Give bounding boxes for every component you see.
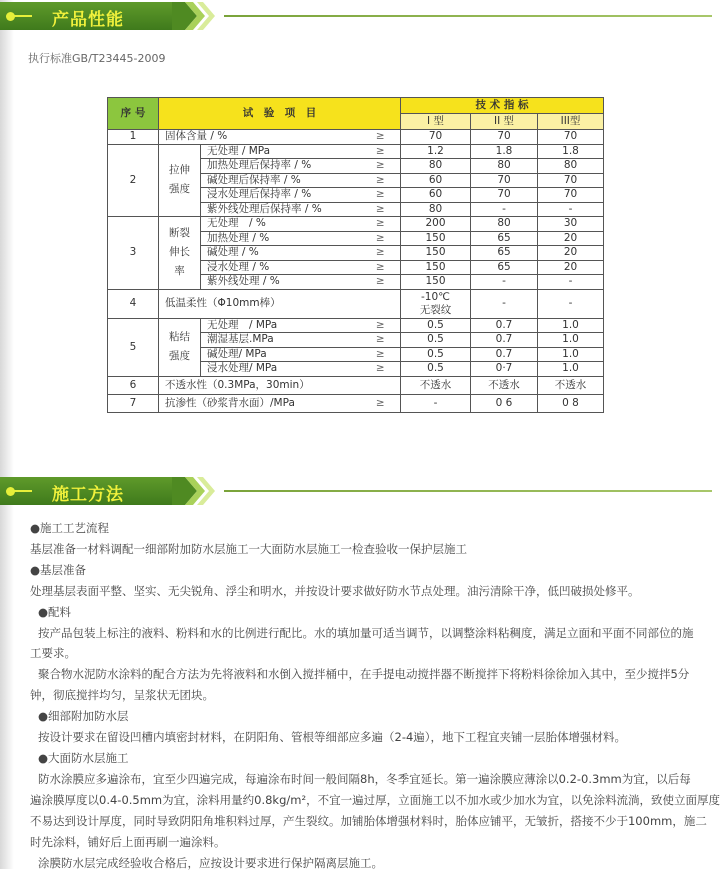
value-cell: 70	[471, 188, 538, 203]
value-cell: 不透水	[401, 376, 471, 394]
paragraph-line: 遍涂膜厚度以0.4-0.5mm为宜，涂料用量约0.8kg/m²，不宜一遍过厚，立面施工以不加水或少加水为宜，以免涂料流淌，致使立面厚度	[30, 790, 720, 811]
value-cell: 70	[538, 130, 604, 145]
paragraph-line: 按设计要求在留设凹槽内填密封材料，在阴阳角、管根等细部应多遍（2-4遍），地下工程宜夹铺一层胎体增强材料。	[30, 727, 720, 748]
value-cell: 60	[401, 173, 471, 188]
value-cell: -	[471, 202, 538, 217]
paragraph-line: 不易达到设计厚度，同时导致阴阳角堆积料过厚，产生裂纹。加铺胎体增强材料时，胎体应铺平，无皱折，搭接不少于100mm，施二	[30, 811, 720, 832]
value-cell: 0 6	[471, 394, 538, 412]
spec-table	[107, 97, 604, 413]
value-cell: 80	[401, 202, 471, 217]
value-cell: -	[538, 289, 604, 318]
item-cell: 无处理 / MPa	[201, 318, 361, 333]
item-cell: 低温柔性（Φ10mm棒）	[159, 289, 361, 318]
header-type-3: III型	[538, 114, 604, 130]
ge-cell: ≥	[361, 130, 401, 145]
item-cell: 浸水处理后保持率 / %	[201, 188, 361, 203]
seq-cell: 2	[108, 144, 159, 217]
value-cell: -	[538, 275, 604, 290]
value-cell: 0.5	[401, 362, 471, 377]
section-title: 产品性能	[52, 5, 124, 30]
value-cell: 65	[471, 260, 538, 275]
group-cell: 断裂 伸长 率	[159, 217, 201, 290]
item-cell: 加热处理 / %	[201, 231, 361, 246]
value-cell: 0 8	[538, 394, 604, 412]
header-type-1: I 型	[401, 114, 471, 130]
value-cell: 1.0	[538, 333, 604, 348]
standard-text: 执行标准GB/T23445-2009	[28, 50, 165, 66]
value-cell: 70	[471, 173, 538, 188]
value-cell: -	[471, 275, 538, 290]
value-cell: 0·7	[471, 362, 538, 377]
item-cell: 碱处理 / %	[201, 246, 361, 261]
scan-edge-shadow	[0, 0, 14, 869]
seq-cell: 4	[108, 289, 159, 318]
ge-cell: ≥	[361, 246, 401, 261]
value-cell: 1.2	[401, 144, 471, 159]
value-cell: 0.7	[471, 347, 538, 362]
item-cell: 碱处理后保持率 / %	[201, 173, 361, 188]
value-cell: 0.5	[401, 347, 471, 362]
paragraph-line: 聚合物水泥防水涂料的配合方法为先将液料和水倒入搅拌桶中，在手提电动搅拌器不断搅拌下将粉料徐徐加入其中，至少搅拌5分	[30, 664, 720, 685]
ge-cell: ≥	[361, 394, 401, 412]
paragraph-line: 钟，彻底搅拌均匀，呈浆状无团块。	[30, 685, 720, 706]
ge-cell: ≥	[361, 231, 401, 246]
value-cell: 1.0	[538, 347, 604, 362]
item-cell: 固体含量 / %	[159, 130, 361, 145]
value-cell: 60	[401, 188, 471, 203]
banner-rule	[224, 15, 712, 17]
ge-cell: ≥	[361, 318, 401, 333]
header-item: 试 验 项 目	[159, 98, 401, 130]
value-cell: 80	[471, 159, 538, 174]
section-banner-performance	[0, 2, 720, 30]
value-cell: 80	[538, 159, 604, 174]
value-cell: 65	[471, 231, 538, 246]
item-cell: 加热处理后保持率 / %	[201, 159, 361, 174]
item-cell: 不透水性（0.3MPa，30min）	[159, 376, 361, 394]
paragraph-line: 防水涂膜应多遍涂布，宜至少四遍完成，每遍涂布时间一般间隔8h，冬季宜延长。第一遍涂膜应薄涂以0.2-0.3mm为宜，以后每	[30, 769, 720, 790]
value-cell: 不透水	[471, 376, 538, 394]
value-cell: 0.5	[401, 318, 471, 333]
item-cell: 浸水处理/ MPa	[201, 362, 361, 377]
banner-dash	[14, 490, 32, 492]
item-cell: 潮湿基层.MPa	[201, 333, 361, 348]
paragraph-line: 工要求。	[30, 643, 720, 664]
chevron-double-icon	[165, 477, 225, 505]
value-cell: 70	[401, 130, 471, 145]
table-row	[108, 217, 604, 232]
seq-cell: 7	[108, 394, 159, 412]
section-title: 施工方法	[52, 480, 124, 505]
value-cell: 0.7	[471, 318, 538, 333]
subheading: ●细部附加防水层	[30, 706, 720, 727]
value-cell: -	[401, 394, 471, 412]
seq-cell: 6	[108, 376, 159, 394]
group-cell: 拉伸 强度	[159, 144, 201, 217]
item-cell: 碱处理/ MPa	[201, 347, 361, 362]
ge-cell: ≥	[361, 275, 401, 290]
table-row	[108, 394, 604, 412]
paragraph-line: 涂膜防水层完成经验收合格后，应按设计要求进行保护隔离层施工。	[30, 853, 720, 873]
subheading: ●配料	[30, 602, 720, 623]
ge-cell	[361, 289, 401, 318]
value-cell: 30	[538, 217, 604, 232]
header-seq: 序 号	[108, 98, 159, 130]
value-cell: -	[471, 289, 538, 318]
value-cell: 65	[471, 246, 538, 261]
construction-text	[30, 518, 720, 873]
ge-cell: ≥	[361, 362, 401, 377]
ge-cell: ≥	[361, 202, 401, 217]
ge-cell: ≥	[361, 347, 401, 362]
banner-rule	[224, 490, 712, 492]
chevron-double-icon	[165, 2, 225, 30]
subheading: ●基层准备	[30, 560, 720, 581]
paragraph-line: 按产品包装上标注的液料、粉料和水的比例进行配比。水的填加量可适当调节，以调整涂料粘稠度，满足立面和平面不同部位的施	[30, 623, 720, 644]
value-cell: 1.8	[471, 144, 538, 159]
table-row	[108, 376, 604, 394]
ge-cell: ≥	[361, 144, 401, 159]
header-type-2: II 型	[471, 114, 538, 130]
header-spec: 技 术 指 标	[401, 98, 604, 114]
item-cell: 无处理 / %	[201, 217, 361, 232]
table-row	[108, 130, 604, 145]
value-cell: -	[538, 202, 604, 217]
value-cell: 150	[401, 231, 471, 246]
seq-cell: 3	[108, 217, 159, 290]
value-cell: 1.0	[538, 318, 604, 333]
value-cell: 不透水	[538, 376, 604, 394]
ge-cell: ≥	[361, 217, 401, 232]
value-cell: 150	[401, 260, 471, 275]
item-cell: 紫外线处理 / %	[201, 275, 361, 290]
ge-cell	[361, 376, 401, 394]
value-cell: 70	[538, 188, 604, 203]
value-cell: 70	[538, 173, 604, 188]
value-cell: 200	[401, 217, 471, 232]
value-cell: 20	[538, 246, 604, 261]
paragraph-line: 基层准备一材料调配一细部附加防水层施工一大面防水层施工一检查验收一保护层施工	[30, 539, 720, 560]
value-cell: 20	[538, 231, 604, 246]
value-cell: 150	[401, 275, 471, 290]
ge-cell: ≥	[361, 260, 401, 275]
table-row	[108, 144, 604, 159]
subheading: ●施工工艺流程	[30, 518, 720, 539]
group-cell: 粘结 强度	[159, 318, 201, 376]
ge-cell: ≥	[361, 333, 401, 348]
value-cell: 1.0	[538, 362, 604, 377]
value-cell: 80	[401, 159, 471, 174]
seq-cell: 1	[108, 130, 159, 145]
value-cell: 150	[401, 246, 471, 261]
value-cell: 20	[538, 260, 604, 275]
ge-cell: ≥	[361, 159, 401, 174]
paragraph-line: 时先涂料，铺好后上面再刷一遍涂料。	[30, 832, 720, 853]
value-cell: 1.8	[538, 144, 604, 159]
seq-cell: 5	[108, 318, 159, 376]
item-cell: 紫外线处理后保持率 / %	[201, 202, 361, 217]
ge-cell: ≥	[361, 173, 401, 188]
value-cell: -10℃ 无裂纹	[401, 289, 471, 318]
table-row	[108, 289, 604, 318]
ge-cell: ≥	[361, 188, 401, 203]
value-cell: 70	[471, 130, 538, 145]
item-cell: 无处理 / MPa	[201, 144, 361, 159]
paragraph-line: 处理基层表面平整、坚实、无尖锐角、浮尘和明水，并按设计要求做好防水节点处理。油污清除干净，低凹破损处修平。	[30, 581, 720, 602]
value-cell: 80	[471, 217, 538, 232]
item-cell: 浸水处理 / %	[201, 260, 361, 275]
item-cell: 抗渗性（砂浆背水面）/MPa	[159, 394, 361, 412]
banner-dash	[14, 15, 32, 17]
table-row	[108, 318, 604, 333]
section-banner-construction	[0, 477, 720, 505]
value-cell: 0.5	[401, 333, 471, 348]
value-cell: 0.7	[471, 333, 538, 348]
subheading: ●大面防水层施工	[30, 748, 720, 769]
